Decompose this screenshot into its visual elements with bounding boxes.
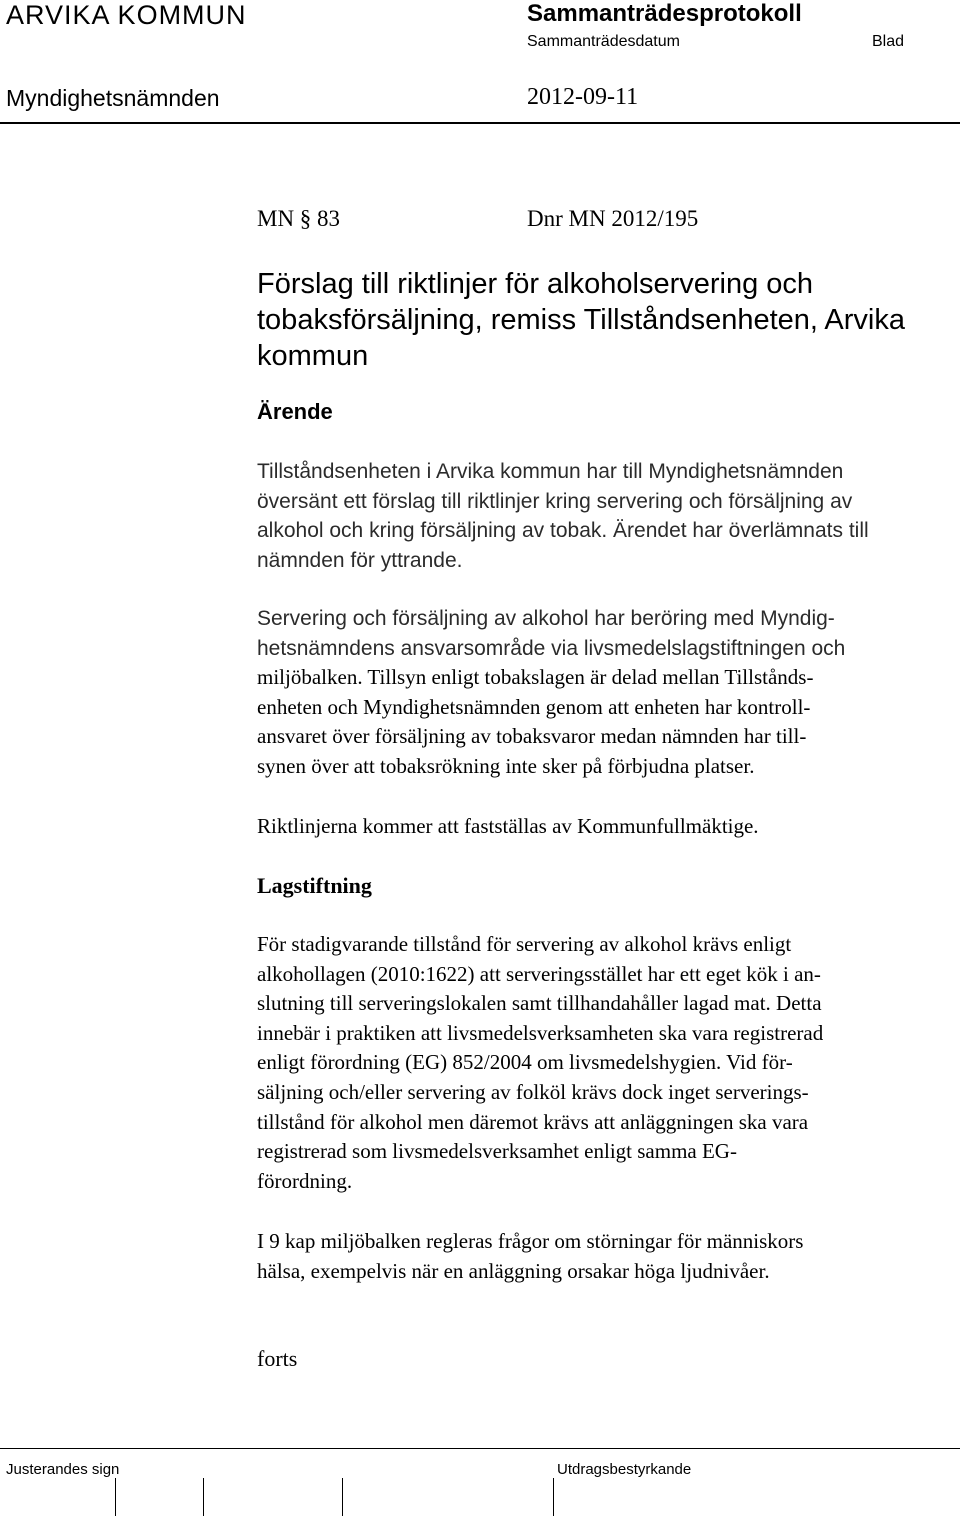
meeting-date: 2012-09-11 (527, 84, 639, 110)
paragraph-supervision (257, 663, 957, 781)
signature-label: Justerandes sign (6, 1461, 120, 1478)
text-line: förordning. (257, 1168, 353, 1193)
text-line: synen över att tobaksrökning inte sker på förbjudna platser. (257, 753, 755, 778)
text-line: alkohollagen (2010:1622) att serveringsstället har ett eget kök i an- (257, 961, 821, 986)
page-label: Blad (872, 33, 905, 50)
document-type: Sammanträdesprotokoll (527, 0, 802, 27)
signature-box-divider (203, 1478, 204, 1516)
signature-box-divider (115, 1478, 116, 1516)
text-line: säljning och/eller servering av folköl krävs dock inget serverings- (257, 1079, 809, 1104)
text-line: registrerad som livsmedelsverksamhet enligt samma EG- (257, 1139, 737, 1164)
text-line: alkohol och kring försäljning av tobak. Ärendet har överlämnats till (257, 519, 869, 543)
signature-box-divider (553, 1478, 554, 1516)
text-line: För stadigvarande tillstånd för servering av alkohol krävs enligt (257, 932, 792, 956)
footer-divider (0, 1448, 960, 1449)
committee-name: Myndighetsnämnden (6, 85, 220, 111)
organization-name: ARVIKA KOMMUN (6, 0, 247, 30)
extract-certification-label: Utdragsbestyrkande (557, 1461, 692, 1478)
text-line: ansvaret över försäljning av tobaksvaror medan nämnden har till- (257, 724, 807, 749)
text-line: hetsnämndens ansvarsområde via livsmedelslagstiftningen och (257, 636, 846, 660)
text-line: tillstånd för alkohol men däremot krävs att anläggningen ska vara (257, 1109, 809, 1134)
text-line: enligt förordning (EG) 852/2004 om livsmedelshygien. Vid för- (257, 1050, 793, 1075)
item-title: Förslag till riktlinjer för alkoholservering och tobaksförsäljning, remiss Tillståndsenheten, Arvika kommun (257, 268, 905, 372)
paragraph-background (257, 457, 957, 575)
text-line: Servering och försäljning av alkohol har beröring med Myndig- (257, 607, 835, 630)
section-heading-lagstiftning: Lagstiftning (257, 873, 372, 898)
text-line: hälsa, exempelvis när en anläggning orsakar höga ljudnivåer. (257, 1258, 770, 1283)
continuation-marker: forts (257, 1346, 298, 1371)
text-line: I 9 kap miljöbalken regleras frågor om störningar för människors (257, 1229, 804, 1253)
text-line: enheten och Myndighetsnämnden genom att enheten har kontroll- (257, 694, 811, 719)
header-divider (0, 122, 960, 124)
text-line: Riktlinjerna kommer att fastställas av Kommunfullmäktige. (257, 814, 759, 838)
text-line: innebär i praktiken att livsmedelsverksamheten ska vara registrerad (257, 1020, 824, 1045)
text-line: slutning till serveringslokalen samt tillhandahåller lagad mat. Detta (257, 991, 822, 1016)
signature-box-divider (342, 1478, 343, 1516)
paragraph-scope (257, 604, 957, 663)
paragraph-alcohol-law (257, 930, 957, 1196)
text-line: Tillståndsenheten i Arvika kommun har till Myndighetsnämnden (257, 460, 844, 483)
text-line: översänt ett förslag till riktlinjer kring servering och försäljning av (257, 489, 853, 513)
paragraph-environmental-code (257, 1227, 957, 1286)
registration-number: Dnr MN 2012/195 (527, 206, 699, 231)
paragraph-adoption (257, 812, 957, 842)
text-line: miljöbalken. Tillsyn enligt tobakslagen är delad mellan Tillstånds- (257, 665, 814, 689)
text-line: nämnden för yttrande. (257, 548, 463, 572)
section-heading-arende: Ärende (257, 399, 333, 424)
meeting-date-label: Sammanträdesdatum (527, 33, 680, 50)
case-number: MN § 83 (257, 206, 341, 231)
